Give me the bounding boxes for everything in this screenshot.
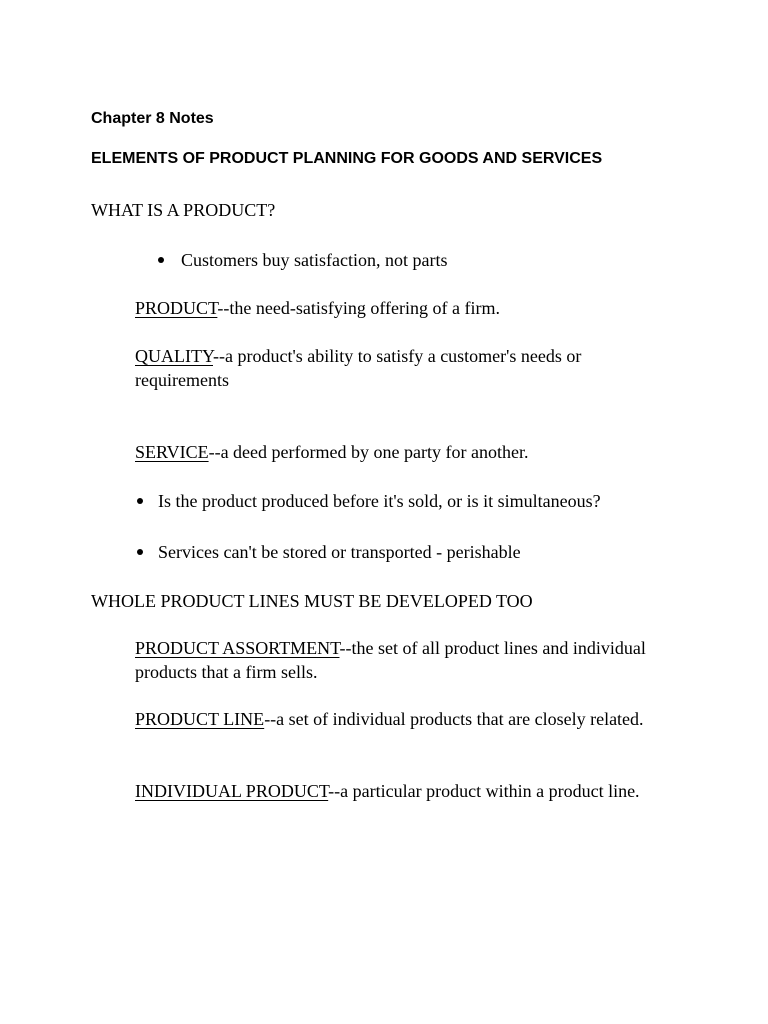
definition-service bbox=[135, 440, 675, 464]
definition-text: --the need-satisfying offering of a firm. bbox=[217, 298, 500, 318]
definition-text: --a particular product within a product line. bbox=[328, 781, 640, 801]
bullet-text: Services can't be stored or transported - perishable bbox=[158, 542, 521, 562]
definition-product-assortment bbox=[135, 636, 655, 684]
definition-term: SERVICE bbox=[135, 442, 209, 462]
bullet-icon bbox=[137, 498, 143, 504]
definition-term: QUALITY bbox=[135, 346, 213, 366]
definition-term: INDIVIDUAL PRODUCT bbox=[135, 781, 329, 801]
definition-text: --a deed performed by one party for another. bbox=[208, 442, 529, 462]
definition-individual-product bbox=[135, 779, 675, 803]
definition-product bbox=[135, 296, 675, 320]
bullet-text: Customers buy satisfaction, not parts bbox=[181, 250, 448, 270]
definition-term: PRODUCT bbox=[135, 298, 218, 318]
document-title: Chapter 8 Notes bbox=[91, 110, 214, 127]
definition-product-line bbox=[135, 707, 655, 731]
bullet-icon bbox=[158, 257, 164, 263]
section-heading-what-is-a-product: WHAT IS A PRODUCT? bbox=[91, 200, 276, 220]
bullet-text: Is the product produced before it's sold, or is it simultaneous? bbox=[158, 491, 601, 511]
definition-term: PRODUCT LINE bbox=[135, 709, 265, 729]
definition-text: --the set of all product lines and individual products that a firm sells. bbox=[135, 638, 646, 682]
definition-text: --a set of individual products that are closely related. bbox=[264, 709, 644, 729]
definition-term: PRODUCT ASSORTMENT bbox=[135, 638, 340, 658]
bullet-icon bbox=[137, 549, 143, 555]
definition-text: --a product's ability to satisfy a customer's needs or requirements bbox=[135, 346, 582, 390]
document-heading: ELEMENTS OF PRODUCT PLANNING FOR GOODS AND SERVICES bbox=[91, 150, 603, 167]
section-heading-product-lines: WHOLE PRODUCT LINES MUST BE DEVELOPED TOO bbox=[91, 591, 533, 611]
definition-quality bbox=[135, 344, 675, 392]
